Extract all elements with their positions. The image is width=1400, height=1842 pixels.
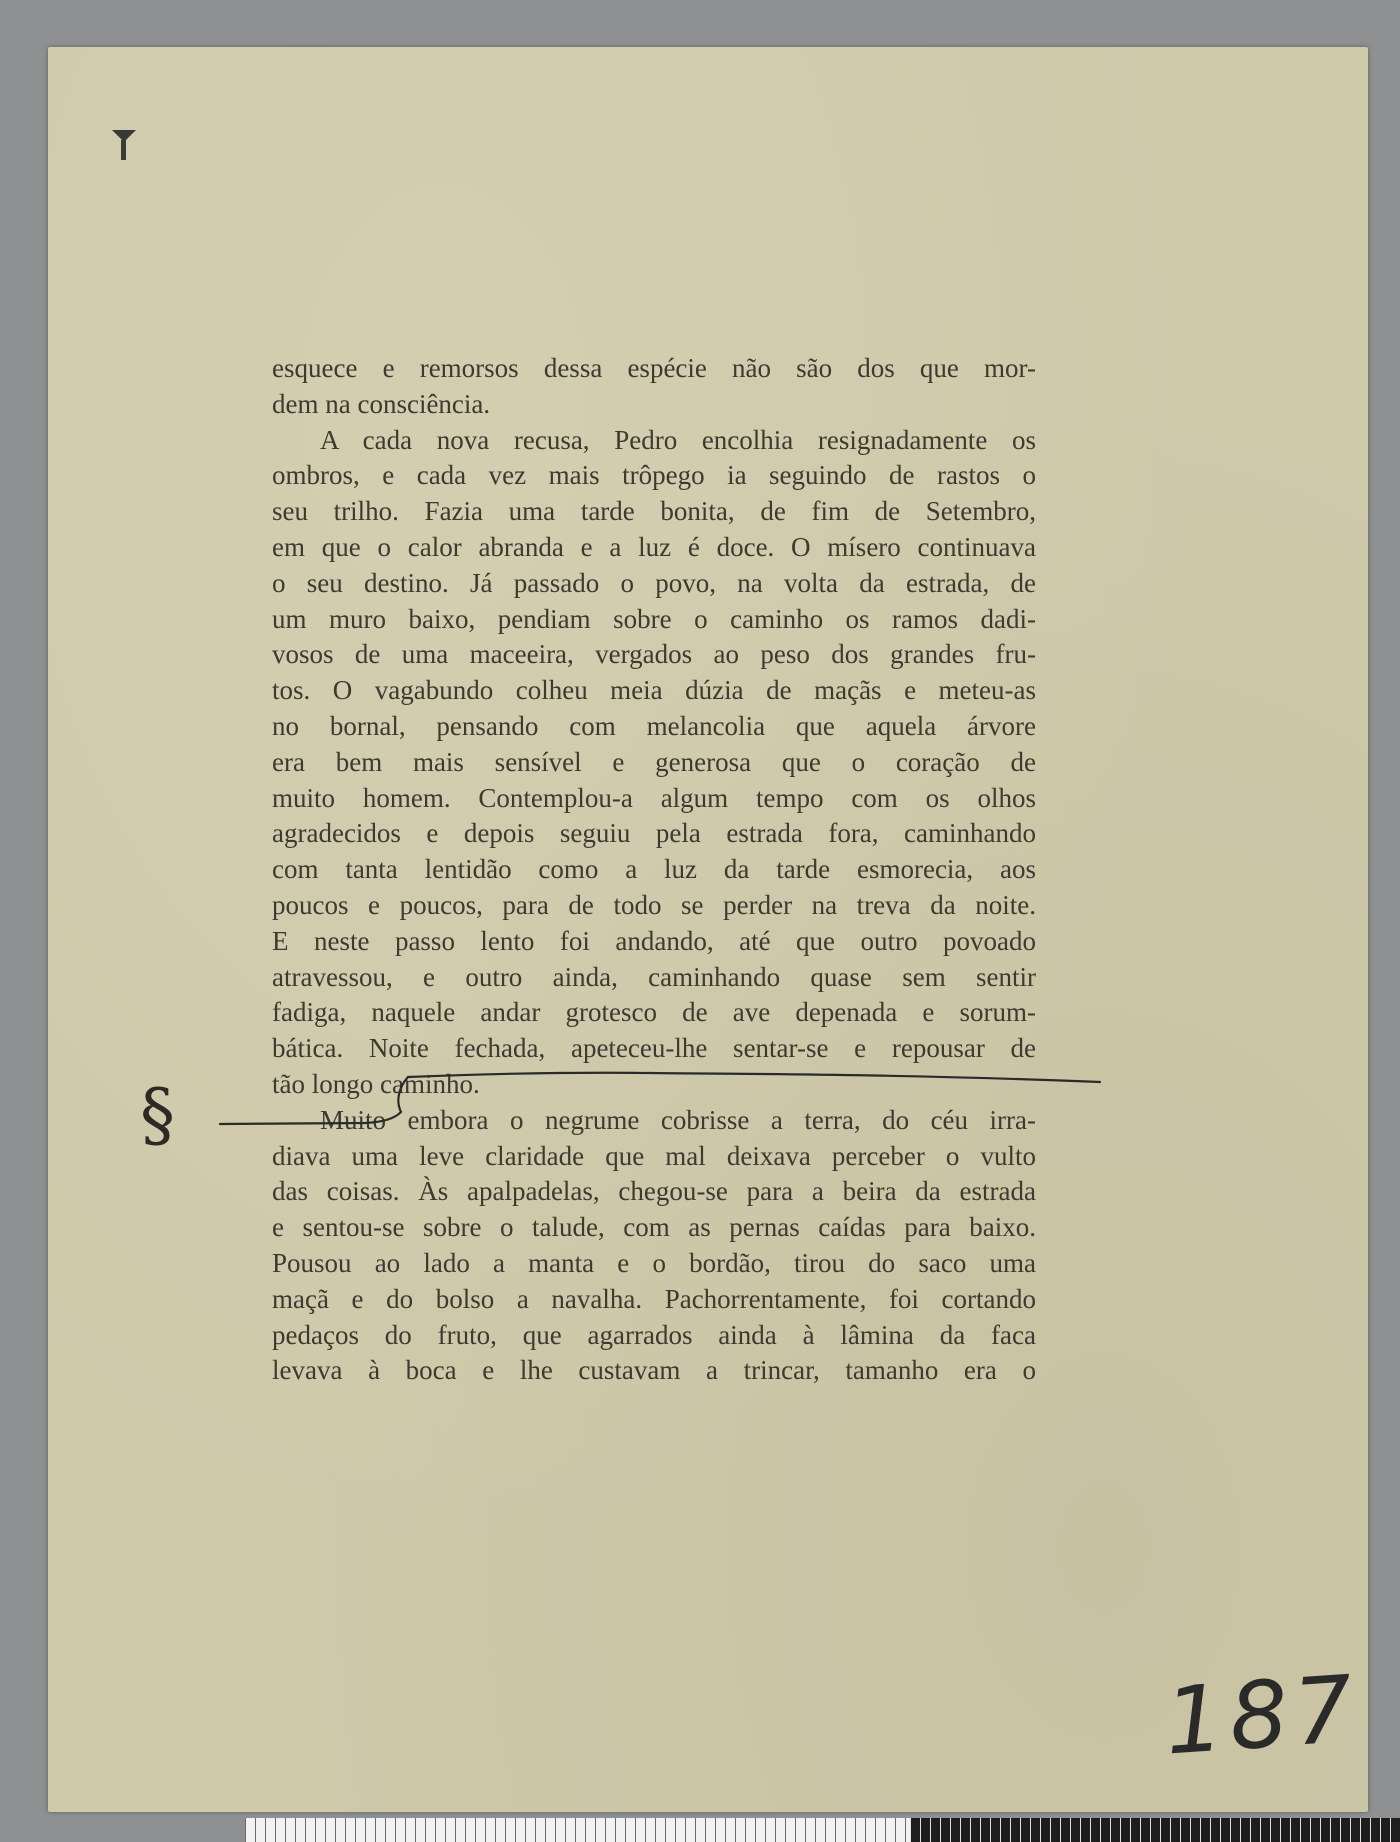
- text-line: o seu destino. Já passado o povo, na volta da estrada, de: [272, 567, 1036, 598]
- typed-text-block: [272, 351, 1036, 1389]
- text-line: um muro baixo, pendiam sobre o caminho os ramos dadi-: [272, 603, 1036, 634]
- handwritten-page-number: 187: [1161, 1655, 1363, 1776]
- text-line: A cada nova recusa, Pedro encolhia resignadamente os: [320, 424, 1036, 455]
- text-line: atravessou, e outro ainda, caminhando quase sem sentir: [272, 961, 1036, 992]
- text-line: poucos e poucos, para de todo se perder na treva da noite.: [272, 889, 1036, 920]
- text-line: no bornal, pensando com melancolia que aquela árvore: [272, 710, 1036, 741]
- text-line: com tanta lentidão como a luz da tarde esmorecia, aos: [272, 854, 1036, 885]
- scale-ruler: [245, 1818, 1400, 1842]
- text-line: fadiga, naquele andar grotesco de ave depenada e sorum-: [272, 997, 1036, 1028]
- text-line: Muito embora o negrume cobrisse a terra, do céu irra-: [320, 1104, 1036, 1135]
- ruler-light-segment: [245, 1818, 910, 1842]
- text-line: ombros, e cada vez mais trôpego ia seguindo de rastos o: [272, 460, 1036, 491]
- text-line: e sentou-se sobre o talude, com as pernas caídas para baixo.: [272, 1212, 1036, 1243]
- text-line: vosos de uma maceeira, vergados ao peso dos grandes fru-: [272, 639, 1036, 670]
- punch-hole-mark: [112, 130, 136, 142]
- handwritten-section-mark: §: [140, 1074, 175, 1156]
- ruler-dark-segment: [910, 1818, 1400, 1842]
- text-line: pedaços do fruto, que agarrados ainda à lâmina da faca: [272, 1319, 1036, 1350]
- text-line: seu trilho. Fazia uma tarde bonita, de fim de Setembro,: [272, 496, 1036, 527]
- text-line: em que o calor abranda e a luz é doce. O mísero continuava: [272, 531, 1036, 562]
- text-line: diava uma leve claridade que mal deixava perceber o vulto: [272, 1140, 1036, 1171]
- text-line: E neste passo lento foi andando, até que outro povoado: [272, 925, 1036, 956]
- text-line: muito homem. Contemplou-a algum tempo com os olhos: [272, 782, 1036, 813]
- text-line: levava à boca e lhe custavam a trincar, tamanho era o: [272, 1355, 1036, 1386]
- text-line: dem na consciência.: [272, 388, 491, 419]
- text-line: das coisas. Às apalpadelas, chegou-se para a beira da estrada: [272, 1176, 1036, 1207]
- text-line: Pousou ao lado a manta e o bordão, tirou do saco uma: [272, 1247, 1036, 1278]
- text-line: agradecidos e depois seguiu pela estrada fora, caminhando: [272, 818, 1036, 849]
- text-line: bática. Noite fechada, apeteceu-lhe sentar-se e repousar de: [272, 1033, 1036, 1064]
- text-line: maçã e do bolso a navalha. Pachorrentamente, foi cortando: [272, 1283, 1036, 1314]
- text-line: tos. O vagabundo colheu meia dúzia de maçãs e meteu-as: [272, 675, 1036, 706]
- text-line: tão longo caminho.: [272, 1068, 480, 1099]
- text-line: era bem mais sensível e generosa que o coração de: [272, 746, 1036, 777]
- text-line: esquece e remorsos dessa espécie não são dos que mor-: [272, 353, 1036, 383]
